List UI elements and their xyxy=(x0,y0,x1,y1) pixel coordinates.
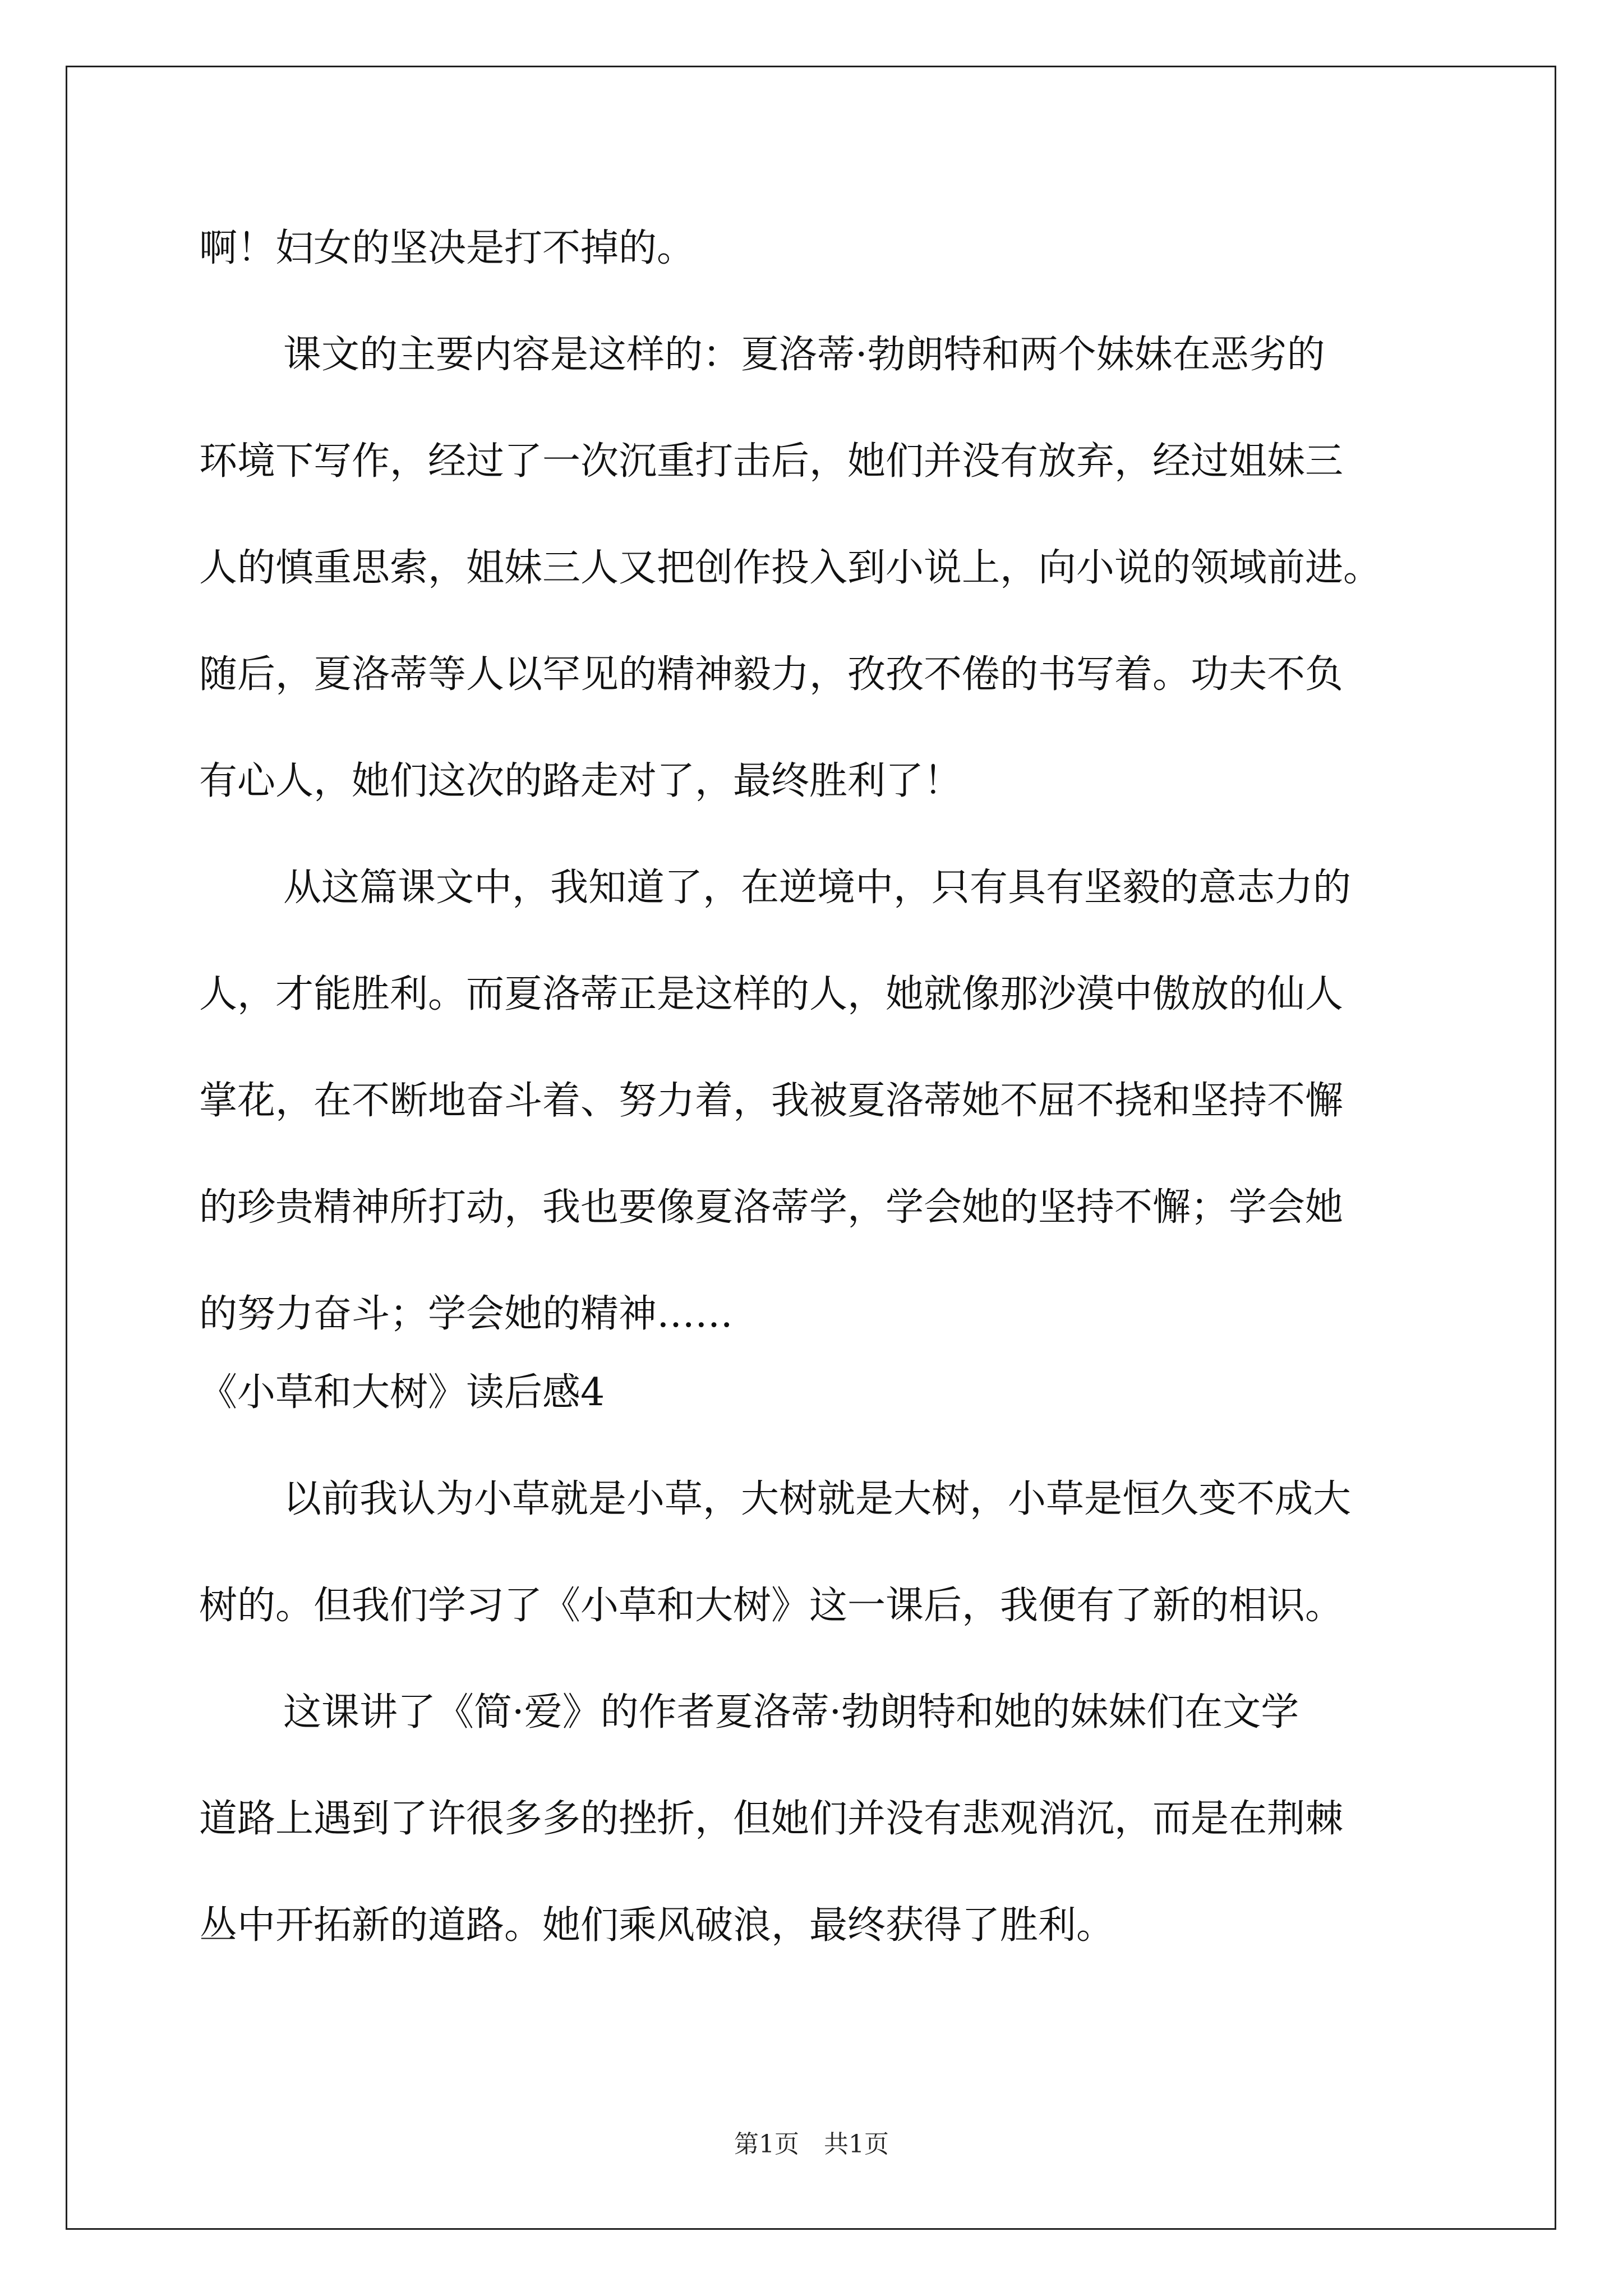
paragraph-2-line-1: 课文的主要内容是这样的：夏洛蒂·勃朗特和两个妹妹在恶劣的 xyxy=(283,333,1325,377)
paragraph-5-line-2: 道路上遇到了许很多多的挫折，但她们并没有悲观消沉，而是在荆棘 xyxy=(199,1797,1344,1841)
paragraph-2-line-2: 环境下写作，经过了一次沉重打击后，她们并没有放弃，经过姐妹三 xyxy=(199,439,1344,484)
paragraph-5-line-3: 丛中开拓新的道路。她们乘风破浪，最终获得了胜利。 xyxy=(199,1903,1115,1948)
paragraph-3-line-3: 掌花，在不断地奋斗着、努力着，我被夏洛蒂她不屈不挠和坚持不懈 xyxy=(199,1079,1344,1123)
paragraph-1-line-1: 啊！妇女的坚决是打不掉的。 xyxy=(199,226,695,270)
paragraph-3-line-5: 的努力奋斗；学会她的精神…… xyxy=(199,1292,734,1336)
section-heading: 《小草和大树》读后感4 xyxy=(199,1370,605,1415)
paragraph-2-line-5: 有心人，她们这次的路走对了，最终胜利了！ xyxy=(199,759,962,803)
paragraph-4-line-1: 以前我认为小草就是小草，大树就是大树，小草是恒久变不成大 xyxy=(283,1477,1352,1521)
paragraph-2-line-4: 随后，夏洛蒂等人以罕见的精神毅力，孜孜不倦的书写着。功夫不负 xyxy=(199,652,1344,697)
paragraph-2-line-3: 人的慎重思索，姐妹三人又把创作投入到小说上，向小说的领域前进。 xyxy=(199,546,1382,590)
paragraph-5-line-1: 这课讲了《简·爱》的作者夏洛蒂·勃朗特和她的妹妹们在文学 xyxy=(283,1690,1299,1734)
page-indicator: 第1页 共1页 xyxy=(734,2130,889,2159)
paragraph-4-line-2: 树的。但我们学习了《小草和大树》这一课后，我便有了新的相识。 xyxy=(199,1584,1344,1628)
paragraph-3-line-4: 的珍贵精神所打动，我也要像夏洛蒂学，学会她的坚持不懈；学会她 xyxy=(199,1185,1344,1230)
paragraph-3-line-1: 从这篇课文中，我知道了，在逆境中，只有具有坚毅的意志力的 xyxy=(283,866,1352,910)
paragraph-3-line-2: 人，才能胜利。而夏洛蒂正是这样的人，她就像那沙漠中傲放的仙人 xyxy=(199,972,1344,1016)
